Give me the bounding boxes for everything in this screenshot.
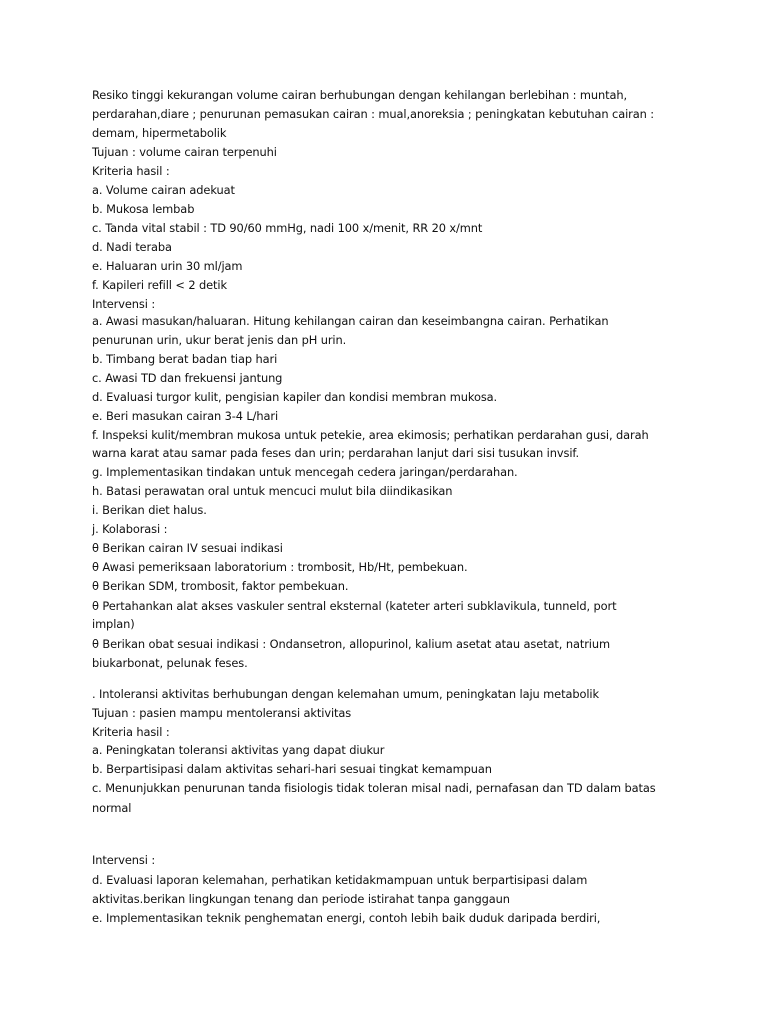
text-line: θ Berikan cairan IV sesuai indikasi xyxy=(92,541,283,555)
text-line: a. Awasi masukan/haluaran. Hitung kehilangan cairan dan keseimbangna cairan. Perhatikan xyxy=(92,314,609,328)
text-line: e. Haluaran urin 30 ml/jam xyxy=(92,259,243,273)
text-line: θ Berikan SDM, trombosit, faktor pembekuan. xyxy=(92,579,349,593)
text-line: implan) xyxy=(92,617,135,631)
text-line: a. Volume cairan adekuat xyxy=(92,183,235,197)
text-line: f. Inspeksi kulit/membran mukosa untuk petekie, area ekimosis; perhatikan perdarahan gusi, darah xyxy=(92,428,649,442)
text-line: b. Berpartisipasi dalam aktivitas sehari-hari sesuai tingkat kemampuan xyxy=(92,762,492,776)
text-line: Intervensi : xyxy=(92,853,156,867)
text-line: Tujuan : volume cairan terpenuhi xyxy=(92,145,277,159)
text-line: normal xyxy=(92,801,132,815)
text-line: Tujuan : pasien mampu mentoleransi aktivitas xyxy=(92,706,352,720)
text-line: d. Evaluasi turgor kulit, pengisian kapiler dan kondisi membran mukosa. xyxy=(92,390,498,404)
text-line: Kriteria hasil : xyxy=(92,725,170,739)
text-line: f. Kapileri refill < 2 detik xyxy=(92,278,227,292)
text-line: d. Evaluasi laporan kelemahan, perhatikan ketidakmampuan untuk berpartisipasi dalam xyxy=(92,873,588,887)
text-line: θ Pertahankan alat akses vaskuler sentral eksternal (kateter arteri subklavikula, tunneld, port xyxy=(92,599,617,613)
text-line: penurunan urin, ukur berat jenis dan pH urin. xyxy=(92,333,347,347)
text-line: Kriteria hasil : xyxy=(92,164,170,178)
text-line: biukarbonat, pelunak feses. xyxy=(92,656,248,670)
text-line: h. Batasi perawatan oral untuk mencuci mulut bila diindikasikan xyxy=(92,484,453,498)
text-line: g. Implementasikan tindakan untuk mencegah cedera jaringan/perdarahan. xyxy=(92,465,518,479)
text-line: a. Peningkatan toleransi aktivitas yang dapat diukur xyxy=(92,743,385,757)
text-line: b. Timbang berat badan tiap hari xyxy=(92,352,278,366)
text-line: b. Mukosa lembab xyxy=(92,202,195,216)
text-line: c. Menunjukkan penurunan tanda fisiologis tidak toleran misal nadi, pernafasan dan TD dalam batas xyxy=(92,781,656,795)
text-line: . Intoleransi aktivitas berhubungan dengan kelemahan umum, peningkatan laju metabolik xyxy=(92,687,599,701)
text-line: j. Kolaborasi : xyxy=(92,522,168,536)
text-line: θ Awasi pemeriksaan laboratorium : trombosit, Hb/Ht, pembekuan. xyxy=(92,560,468,574)
text-line: Intervensi : xyxy=(92,297,156,311)
text-line: demam, hipermetabolik xyxy=(92,126,227,140)
text-line: Resiko tinggi kekurangan volume cairan berhubungan dengan kehilangan berlebihan : muntah, xyxy=(92,88,628,102)
text-line: θ Berikan obat sesuai indikasi : Ondansetron, allopurinol, kalium asetat atau asetat, natrium xyxy=(92,637,610,651)
text-line: aktivitas.berikan lingkungan tenang dan periode istirahat tanpa ganggaun xyxy=(92,892,510,906)
text-line: d. Nadi teraba xyxy=(92,240,172,254)
text-line: c. Awasi TD dan frekuensi jantung xyxy=(92,371,283,385)
text-line: e. Beri masukan cairan 3-4 L/hari xyxy=(92,409,279,423)
text-line: perdarahan,diare ; penurunan pemasukan cairan : mual,anoreksia ; peningkatan kebutuhan cairan : xyxy=(92,107,655,121)
text-line: i. Berikan diet halus. xyxy=(92,503,207,517)
text-line: c. Tanda vital stabil : TD 90/60 mmHg, nadi 100 x/menit, RR 20 x/mnt xyxy=(92,221,483,235)
text-line: warna karat atau samar pada feses dan urin; perdarahan lanjut dari sisi tusukan invsif. xyxy=(92,446,579,460)
text-line: e. Implementasikan teknik penghematan energi, contoh lebih baik duduk daripada berdiri, xyxy=(92,911,601,925)
